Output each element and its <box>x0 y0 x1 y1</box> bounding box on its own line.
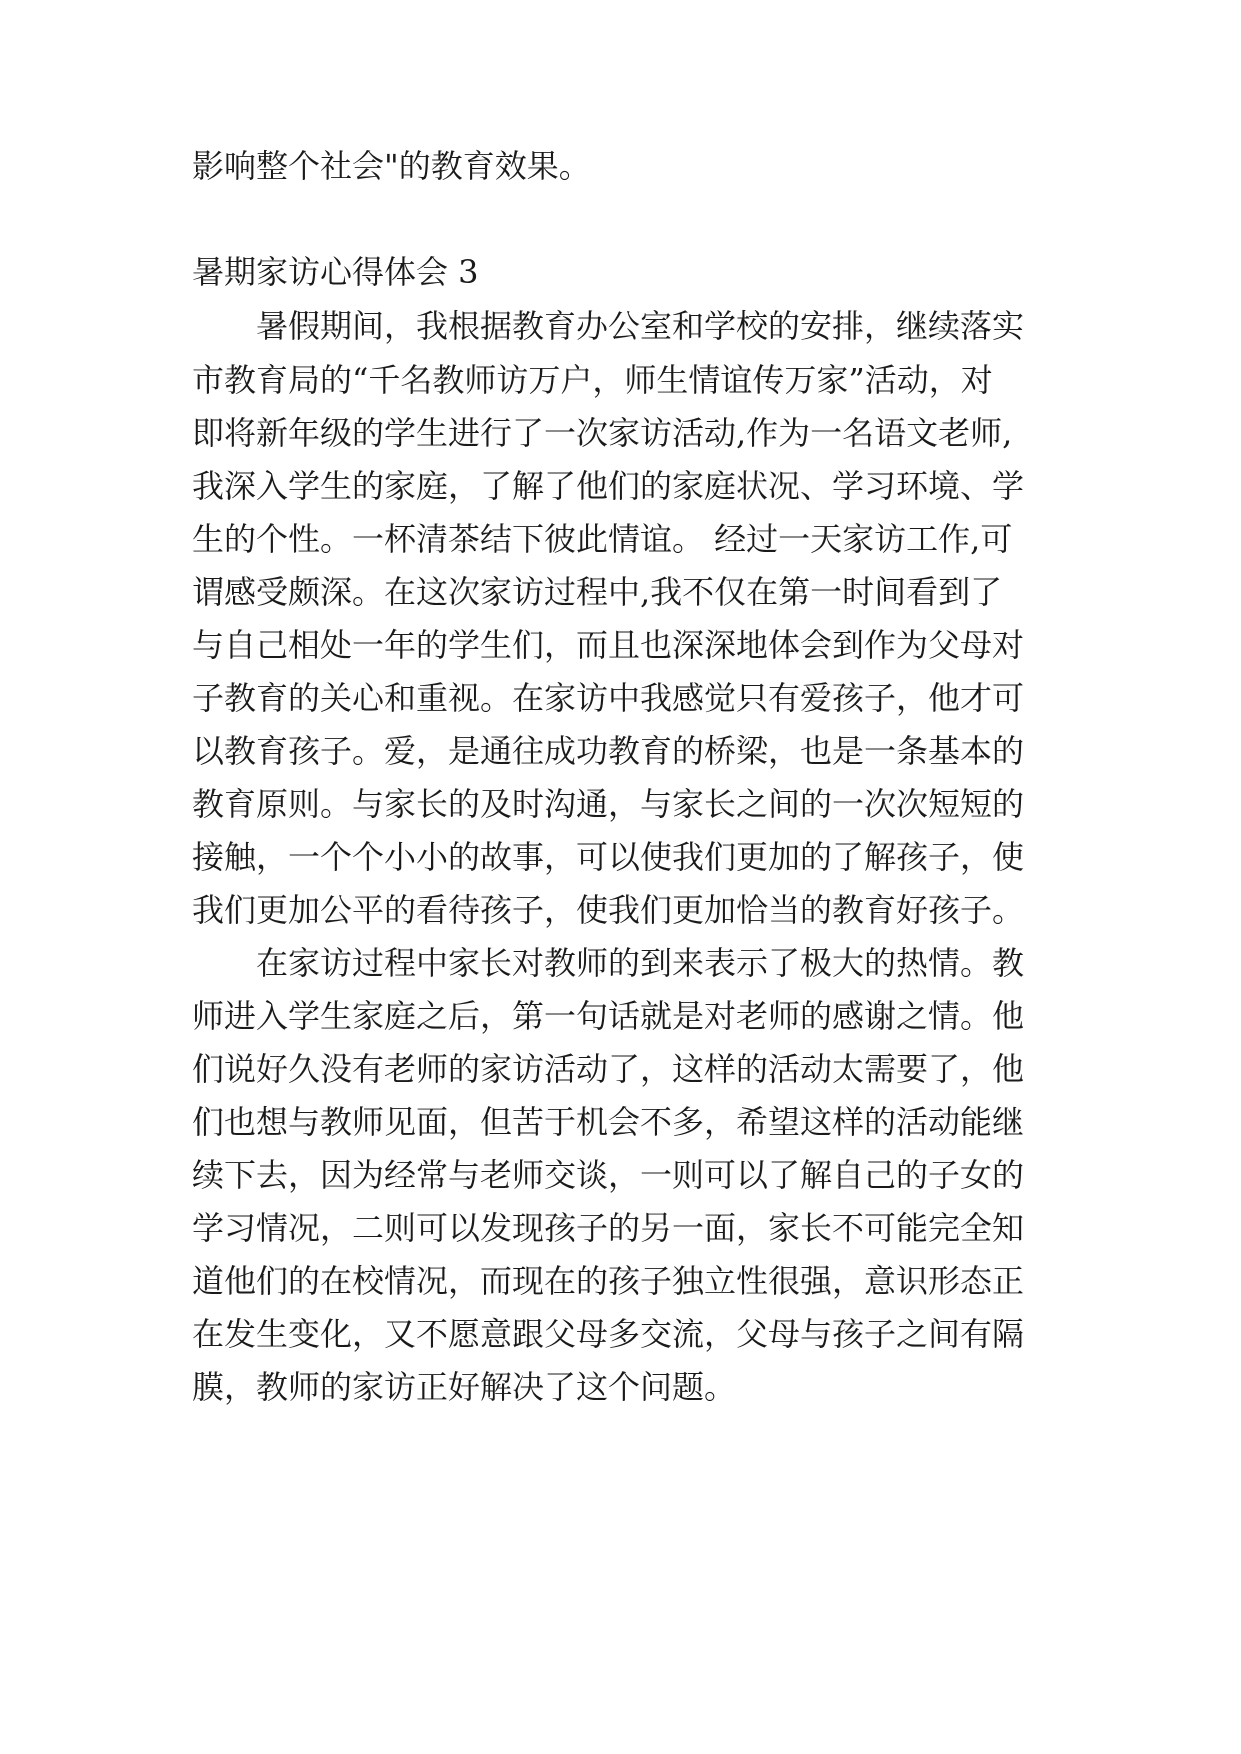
paragraph-line: 师进入学生家庭之后，第一句话就是对老师的感谢之情。他 <box>192 997 1025 1035</box>
carryover-line: 影响整个社会"的教育效果。 <box>192 147 591 185</box>
paragraph-line: 学习情况，二则可以发现孩子的另一面，家长不可能完全知 <box>192 1209 1025 1247</box>
paragraph-line: 在发生变化，又不愿意跟父母多交流，父母与孩子之间有隔 <box>192 1315 1025 1353</box>
paragraph-line: 市教育局的“千名教师访万户，师生情谊传万家”活动，对 <box>192 361 993 399</box>
paragraph-line: 与自己相处一年的学生们，而且也深深地体会到作为父母对 <box>192 626 1025 664</box>
paragraph-line: 续下去，因为经常与老师交谈，一则可以了解自己的子女的 <box>192 1156 1025 1194</box>
paragraph-line: 我深入学生的家庭，了解了他们的家庭状况、学习环境、学 <box>192 467 1025 505</box>
paragraph-line: 在家访过程中家长对教师的到来表示了极大的热情。教 <box>256 944 1025 982</box>
paragraph-line: 膜，教师的家访正好解决了这个问题。 <box>192 1368 737 1406</box>
paragraph-line: 们也想与教师见面，但苦于机会不多，希望这样的活动能继 <box>192 1103 1025 1141</box>
paragraph-line: 以教育孩子。爱，是通往成功教育的桥梁，也是一条基本的 <box>192 732 1025 770</box>
paragraph-line: 生的个性。一杯清茶结下彼此情谊。 经过一天家访工作,可 <box>192 520 1013 558</box>
paragraph-line: 教育原则。与家长的及时沟通，与家长之间的一次次短短的 <box>192 785 1025 823</box>
paragraph-line: 们说好久没有老师的家访活动了，这样的活动太需要了，他 <box>192 1050 1025 1088</box>
paragraph-line: 暑假期间，我根据教育办公室和学校的安排，继续落实 <box>256 307 1025 345</box>
section-title: 暑期家访心得体会 3 <box>192 253 479 291</box>
paragraph-line: 我们更加公平的看待孩子，使我们更加恰当的教育好孩子。 <box>192 891 1025 929</box>
paragraph-line: 子教育的关心和重视。在家访中我感觉只有爱孩子，他才可 <box>192 679 1025 717</box>
paragraph-line: 道他们的在校情况，而现在的孩子独立性很强，意识形态正 <box>192 1262 1025 1300</box>
paragraph-line: 即将新年级的学生进行了一次家访活动,作为一名语文老师, <box>192 414 1013 452</box>
paragraph-line: 谓感受颇深。在这次家访过程中,我不仅在第一时间看到了 <box>192 573 1003 611</box>
paragraph-line: 接触，一个个小小的故事，可以使我们更加的了解孩子，使 <box>192 838 1025 876</box>
